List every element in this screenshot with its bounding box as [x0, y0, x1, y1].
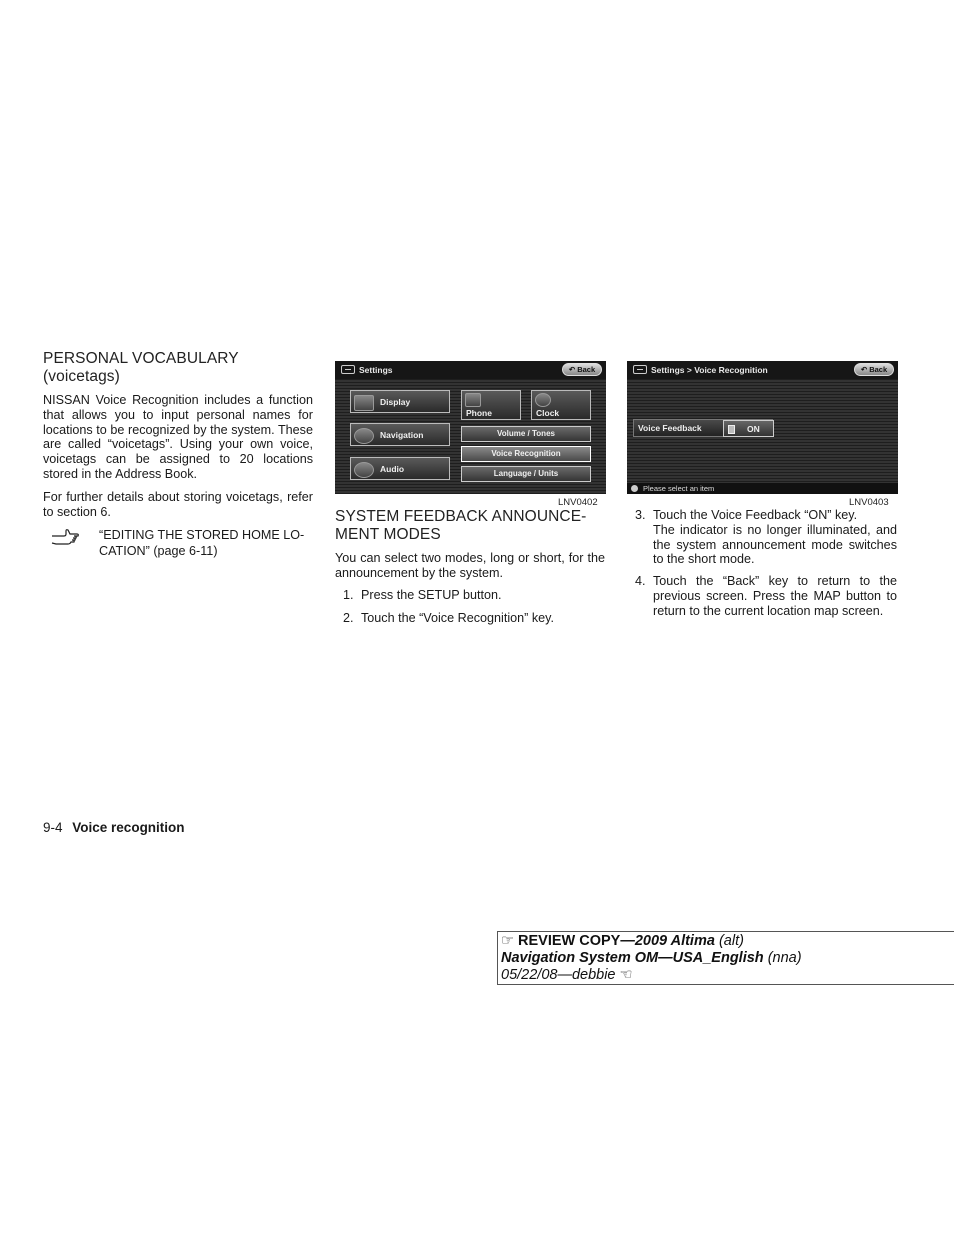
model-name: 2009 Altima [634, 933, 715, 949]
footer-section-title: Voice recognition [72, 820, 185, 835]
button-label: Clock [536, 408, 560, 418]
heading-line: SYSTEM FEEDBACK ANNOUNCE- [335, 508, 587, 525]
language-units-button[interactable]: Language / Units [461, 466, 591, 482]
step-text: Touch the “Voice Recognition” key. [361, 611, 554, 625]
voice-recognition-button[interactable]: Voice Recognition [461, 446, 591, 462]
voice-feedback-label: Voice Feedback [638, 423, 702, 433]
review-line-2 [501, 950, 954, 967]
speaker-icon [354, 462, 374, 478]
button-label: Navigation [380, 430, 424, 440]
heading-line: (voicetags) [43, 368, 120, 385]
back-button[interactable]: ↶ Back [854, 363, 894, 376]
button-label: Display [380, 397, 411, 407]
model-code: (alt) [714, 933, 744, 949]
status-bar [627, 483, 898, 494]
screen-title: Settings > Voice Recognition [651, 365, 768, 375]
screen-title: Settings [359, 365, 393, 375]
navigation-icon [354, 428, 374, 444]
button-label: Phone [466, 408, 492, 418]
settings-screenshot [335, 361, 606, 494]
review-label: REVIEW COPY— [518, 933, 635, 949]
heading-line: PERSONAL VOCABULARY [43, 350, 239, 367]
step-item [343, 588, 605, 604]
button-label: Audio [380, 464, 405, 474]
step-number: 2. [343, 611, 354, 625]
back-button[interactable]: ↶ Back [562, 363, 602, 376]
voice-feedback-on-button[interactable] [723, 420, 774, 437]
phone-button[interactable] [461, 390, 521, 420]
manual-name: Navigation System OM—USA_English [501, 950, 764, 966]
step-line: The indicator is no longer illuminated, and the system announcement mode switches to the short mode. [653, 522, 897, 567]
info-icon [631, 485, 638, 492]
navigation-button[interactable] [350, 423, 450, 446]
step-text [653, 508, 897, 567]
clock-button[interactable] [531, 390, 591, 420]
paragraph-modes-intro: You can select two modes, long or short, for the announcement by the system. [335, 551, 605, 580]
heading-line: MENT MODES [335, 526, 441, 543]
market-code: (nna) [763, 950, 802, 966]
cross-reference[interactable] [99, 527, 314, 559]
figure-caption: LNV0403 [849, 497, 889, 508]
screen-title-bar [627, 361, 898, 379]
indicator-icon [728, 425, 735, 434]
section-heading-personal-vocabulary [43, 350, 239, 386]
step-item [635, 508, 897, 570]
back-label: Back [577, 365, 596, 374]
figure-caption: LNV0402 [558, 497, 598, 508]
review-date-author: 05/22/08—debbie [501, 967, 616, 983]
paragraph-voicetags-intro: NISSAN Voice Recognition includes a function that allows you to input personal names for locations to be recognized by the system. These are called “voicetags”. Using your own voice, voicetags can be assigned to 20 locations stored in the Address Book. [43, 393, 313, 481]
on-label: ON [747, 424, 760, 434]
step-item [343, 611, 605, 627]
step-number: 3. [635, 508, 646, 522]
section-heading-system-feedback [335, 508, 586, 544]
status-text: Please select an item [643, 484, 715, 493]
screen-title-bar [335, 361, 606, 379]
clock-icon [535, 393, 551, 407]
display-button[interactable] [350, 390, 450, 413]
pointing-hand-left-icon: ☜ [619, 967, 633, 983]
step-number: 4. [635, 574, 646, 588]
reference-text: CATION” (page 6-11) [99, 544, 218, 558]
step-text: Press the SETUP button. [361, 588, 502, 602]
reference-text: “EDITING THE STORED HOME LO- [99, 528, 305, 542]
review-line-3 [501, 967, 954, 984]
audio-button[interactable] [350, 457, 450, 480]
pointing-hand-icon [50, 528, 80, 548]
display-icon [354, 395, 374, 411]
back-label: Back [869, 365, 888, 374]
review-copy-box [497, 931, 954, 985]
phone-icon [465, 393, 481, 407]
page-number: 9-4 [43, 820, 63, 835]
menu-icon [341, 365, 355, 374]
review-line-1 [501, 933, 954, 950]
volume-tones-button[interactable]: Volume / Tones [461, 426, 591, 442]
pointing-hand-icon: ☞ [501, 933, 514, 949]
paragraph-further-details: For further details about storing voicetags, refer to section 6. [43, 490, 313, 519]
step-number: 1. [343, 588, 354, 602]
step-text: Touch the “Back” key to return to the previous screen. Press the MAP button to return to the current location map screen. [653, 574, 897, 618]
page-footer [43, 820, 185, 835]
voice-recognition-screenshot [627, 361, 898, 494]
step-item [635, 574, 897, 622]
menu-icon [633, 365, 647, 374]
step-line: Touch the Voice Feedback “ON” key. [653, 508, 858, 522]
